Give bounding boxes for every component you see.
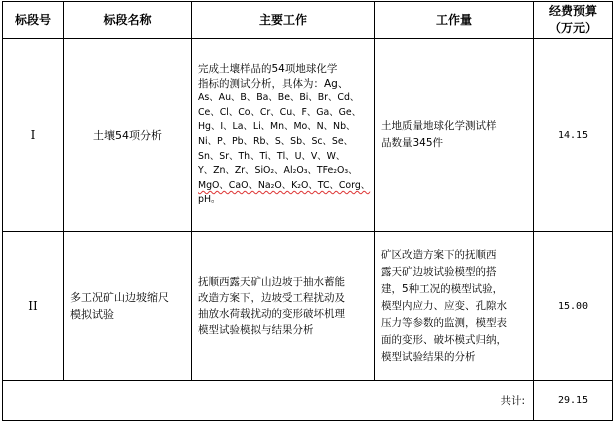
row1-main-work — [192, 39, 375, 232]
header-budget — [534, 2, 613, 39]
row1-section-name: 土壤54项分析 — [64, 39, 192, 232]
row1-workload — [375, 39, 534, 232]
total-label: 共计: — [3, 381, 534, 421]
row1-work-line: 指标的测试分析，具体为：Ag、 — [198, 77, 349, 90]
row2-qty-line: 模型试验结果的分析 — [381, 350, 476, 363]
header-section-name: 标段名称 — [64, 2, 192, 39]
row2-workload — [375, 232, 534, 381]
row2-qty-line: 露天矿边坡试验模型的搭 — [381, 265, 497, 278]
table-row-1 — [3, 39, 613, 232]
row2-work-line: 抚顺西露天矿山边坡于抽水蓄能 — [198, 276, 345, 288]
row1-work-line: Hg、I、La、Li、Mn、Mo、N、Nb、 — [198, 121, 356, 133]
row1-budget: 14.15 — [534, 39, 613, 232]
row2-main-work — [192, 232, 375, 381]
row1-work-line: MgO、CaO、Na₂O、K₂O、TC、Corg、 — [198, 179, 371, 191]
header-row — [3, 2, 613, 39]
row1-work-line: As、Au、B、Ba、Be、Bi、Br、Cd、 — [198, 92, 360, 104]
table-row-2 — [3, 232, 613, 381]
row2-qty-line: 矿区改造方案下的抚顺西 — [381, 248, 497, 261]
row2-section-name — [64, 232, 192, 381]
row2-budget: 15.00 — [534, 232, 613, 381]
row2-qty-line: 建，5种工况的模型试验， — [381, 282, 504, 295]
header-budget-line1: 经费预算 — [548, 4, 597, 18]
row2-qty-line: 面的变形、破坏模式归纳， — [381, 333, 507, 346]
row1-work-line: 完成土壤样品的54项地球化学 — [198, 63, 338, 76]
row2-qty-line: 压力等参数的监测，模型表 — [381, 316, 507, 329]
header-workload: 工作量 — [375, 2, 534, 39]
row1-work-line: Sn、Sr、Th、Ti、Tl、U、V、W、 — [198, 150, 346, 162]
total-value: 29.15 — [534, 381, 613, 421]
row1-qty-line: 土地质量地球化学测试样 — [381, 120, 497, 132]
row2-work-line: 抽放水荷载扰动的变形破坏机理 — [198, 308, 345, 320]
header-section-id: 标段号 — [3, 2, 64, 39]
budget-table — [2, 1, 613, 421]
row1-qty-line: 品数量345件 — [381, 137, 444, 149]
header-main-work: 主要工作 — [192, 2, 375, 39]
row1-work-line: pH。 — [198, 194, 221, 206]
row2-name-line: 模拟试验 — [70, 308, 114, 321]
row1-section-id: I — [3, 39, 64, 232]
row2-section-id: II — [3, 232, 64, 381]
row1-work-line: Ni、P、Pb、Rb、S、Sb、Sc、Se、 — [198, 136, 354, 147]
total-row — [3, 381, 613, 421]
row2-work-line: 改造方案下，边坡受工程扰动及 — [198, 292, 345, 304]
row2-work-line: 模型试验模拟与结果分析 — [198, 324, 314, 336]
header-budget-line2: （万元） — [548, 21, 597, 35]
row2-name-line: 多工况矿山边坡缩尺 — [70, 291, 169, 304]
row1-work-line: Ce、Cl、Co、Cr、Cu、F、Ga、Ge、 — [198, 106, 362, 118]
row2-qty-line: 模型内应力、应变、孔隙水 — [381, 299, 507, 312]
row1-work-line: Y、Zn、Zr、SiO₂、Al₂O₃、TFe₂O₃、 — [198, 165, 358, 177]
